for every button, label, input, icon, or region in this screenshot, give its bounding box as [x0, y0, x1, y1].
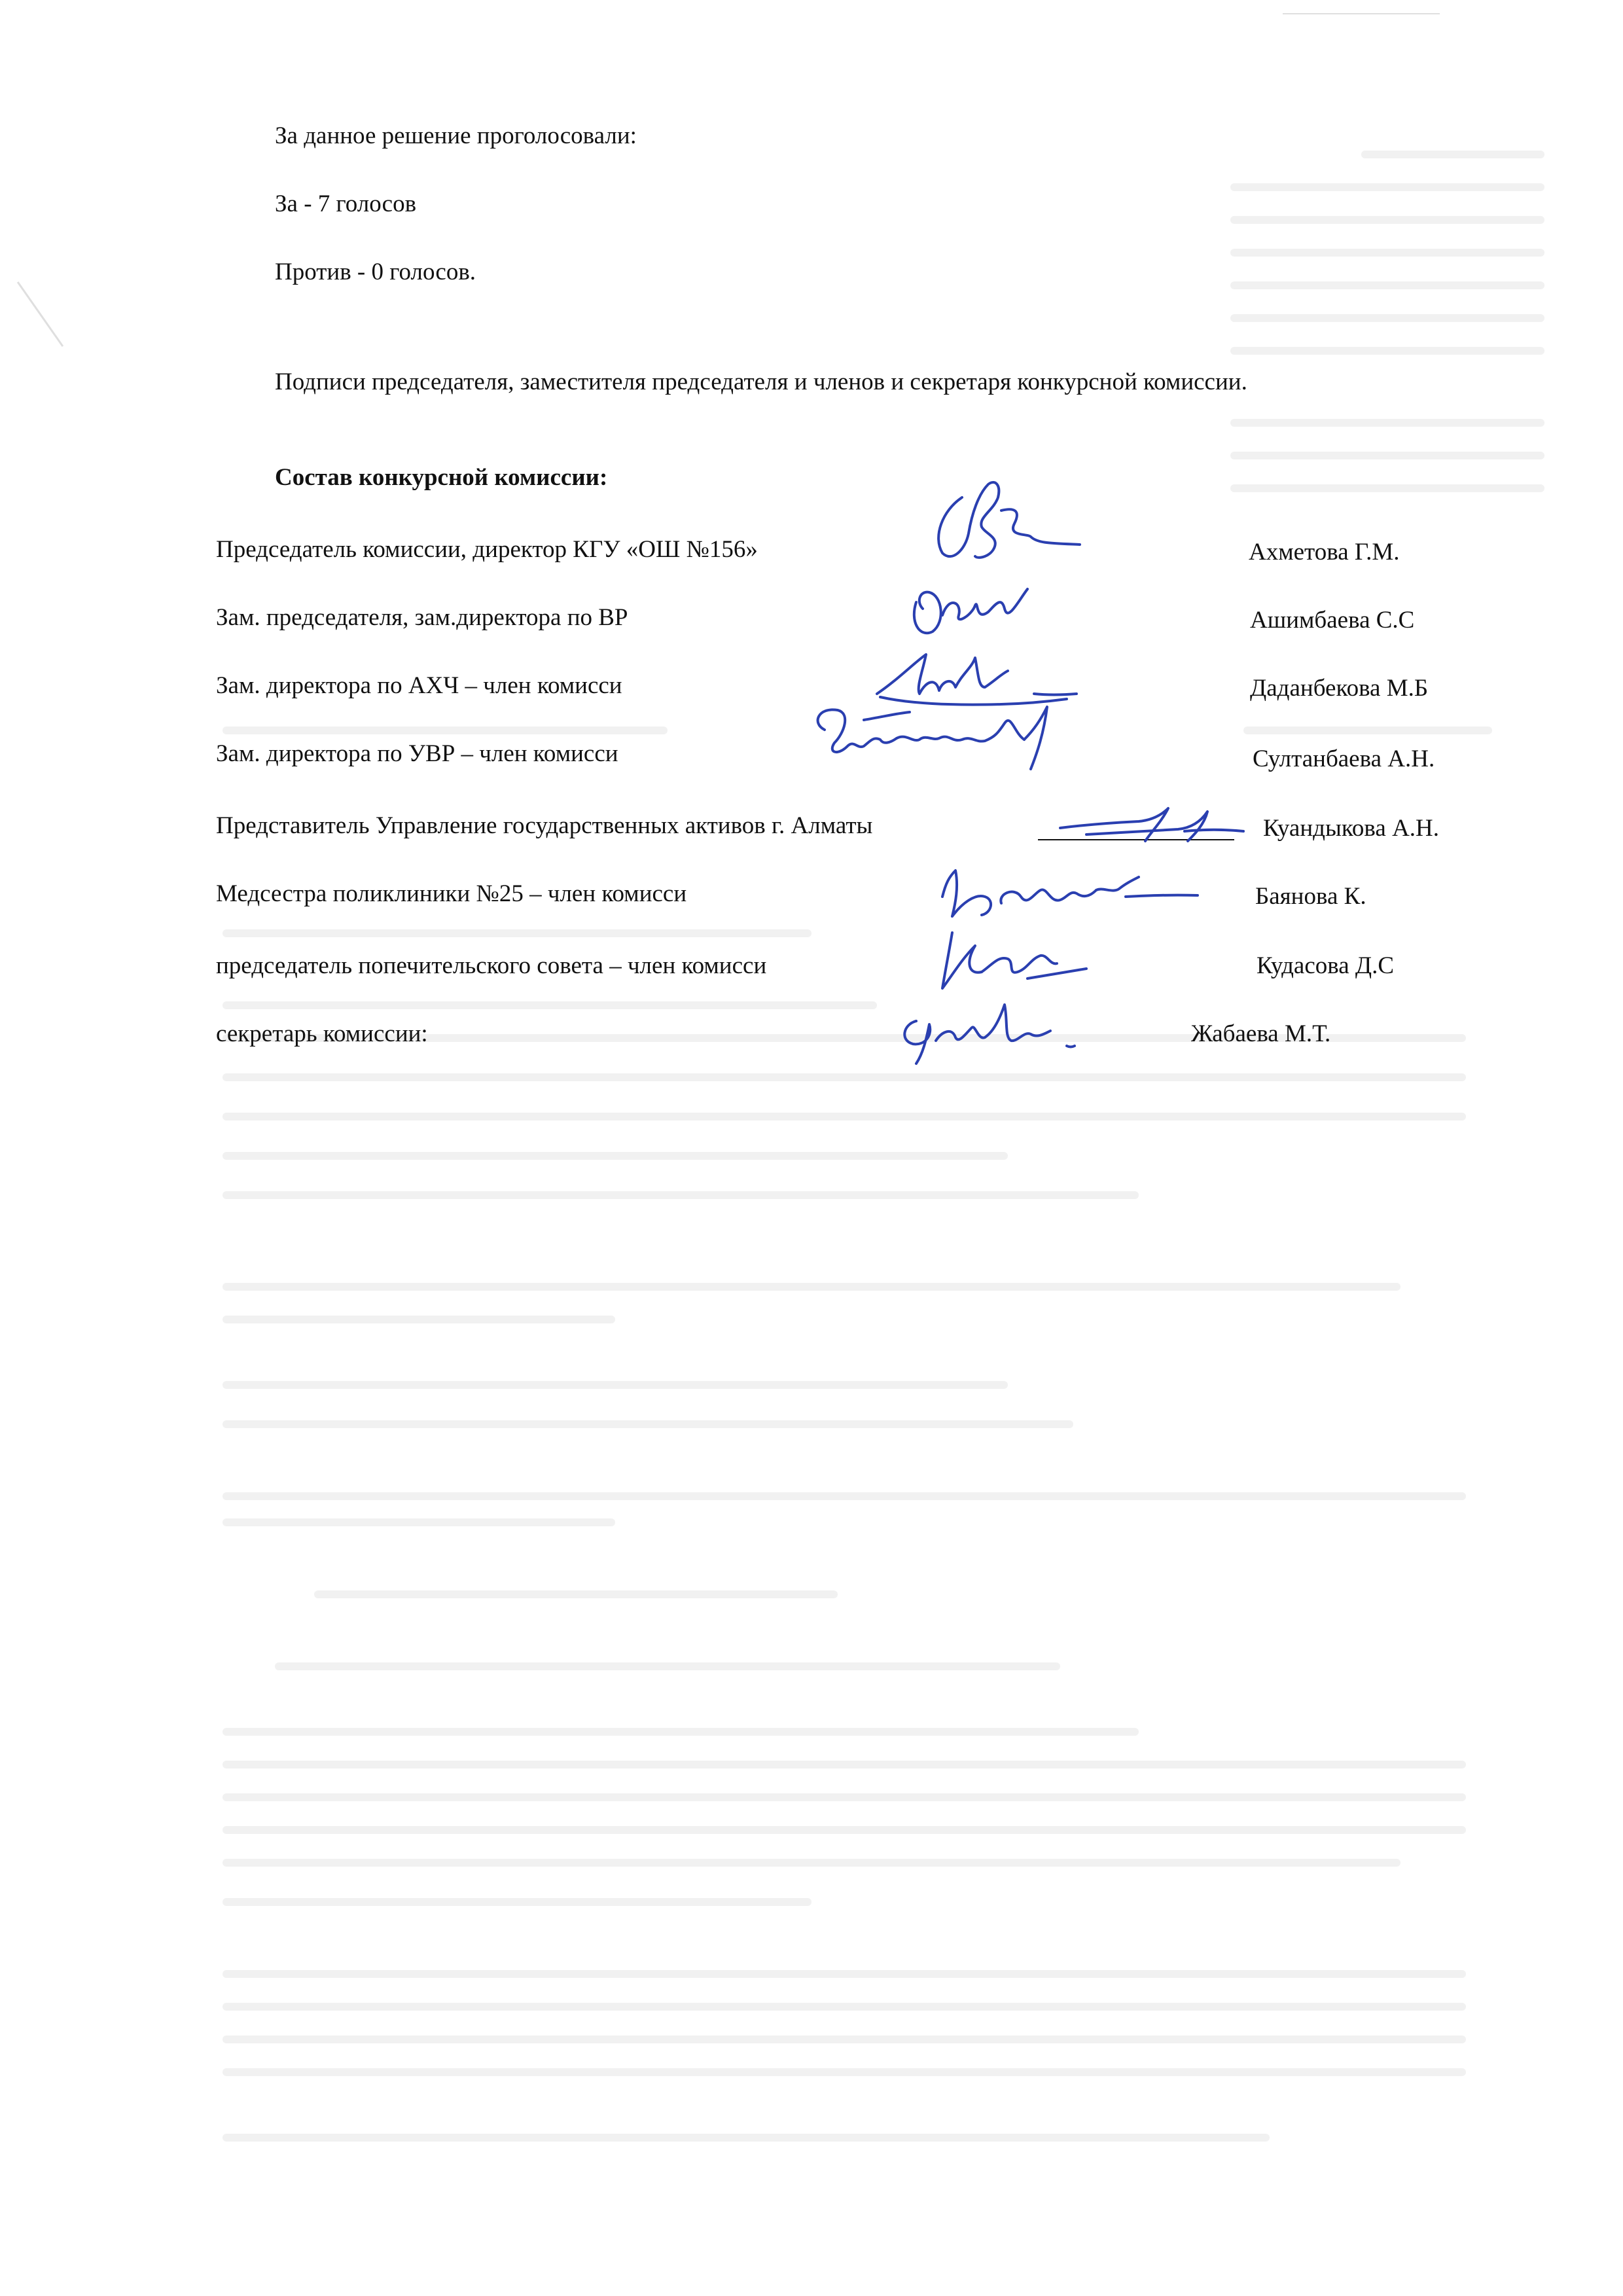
- vote-for: За - 7 голосов: [275, 190, 417, 217]
- vote-against: Против - 0 голосов.: [275, 259, 476, 285]
- signature-secretary: [890, 995, 1113, 1067]
- member-role: Зам. директора по АХЧ – член комисси: [216, 672, 622, 699]
- signatures-note: Подписи председателя, заместителя председателя и членов и секретаря конкурсной комиссии.: [275, 368, 1247, 395]
- signature-representative: [1047, 795, 1250, 854]
- signature-deputy-uvr: [798, 694, 1073, 779]
- vote-heading: За данное решение проголосовали:: [275, 122, 637, 149]
- member-role: Представитель Управление государственных активов г. Алматы: [216, 812, 873, 839]
- member-role: секретарь комиссии:: [216, 1020, 428, 1047]
- member-role: Медсестра поликлиники №25 – член комисси: [216, 880, 687, 907]
- member-name: Баянова К.: [1255, 883, 1366, 910]
- signature-board-chair: [929, 923, 1099, 995]
- member-role: Зам. председателя, зам.директора по ВР: [216, 604, 628, 631]
- member-name: Кудасова Д.С: [1257, 952, 1395, 979]
- member-name: Даданбекова М.Б: [1250, 675, 1429, 702]
- member-role: председатель попечительского совета – член комисси: [216, 952, 767, 979]
- scan-edge-top: [1283, 13, 1440, 14]
- commission-title: Состав конкурсной комиссии:: [275, 464, 608, 491]
- signature-chairman: [916, 471, 1086, 569]
- member-name: Куандыкова А.Н.: [1263, 815, 1440, 842]
- signature-nurse: [929, 857, 1204, 929]
- member-role: Зам. директора по УВР – член комисси: [216, 740, 618, 767]
- member-name: Ахметова Г.М.: [1249, 539, 1400, 565]
- member-name: Жабаева М.Т.: [1191, 1020, 1331, 1047]
- member-role: Председатель комиссии, директор КГУ «ОШ №156»: [216, 536, 758, 563]
- signature-deputy-chairman: [897, 576, 1047, 648]
- member-name: Султанбаева А.Н.: [1253, 745, 1435, 772]
- member-name: Ашимбаева С.С: [1250, 607, 1415, 634]
- scan-edge-left: [17, 281, 63, 347]
